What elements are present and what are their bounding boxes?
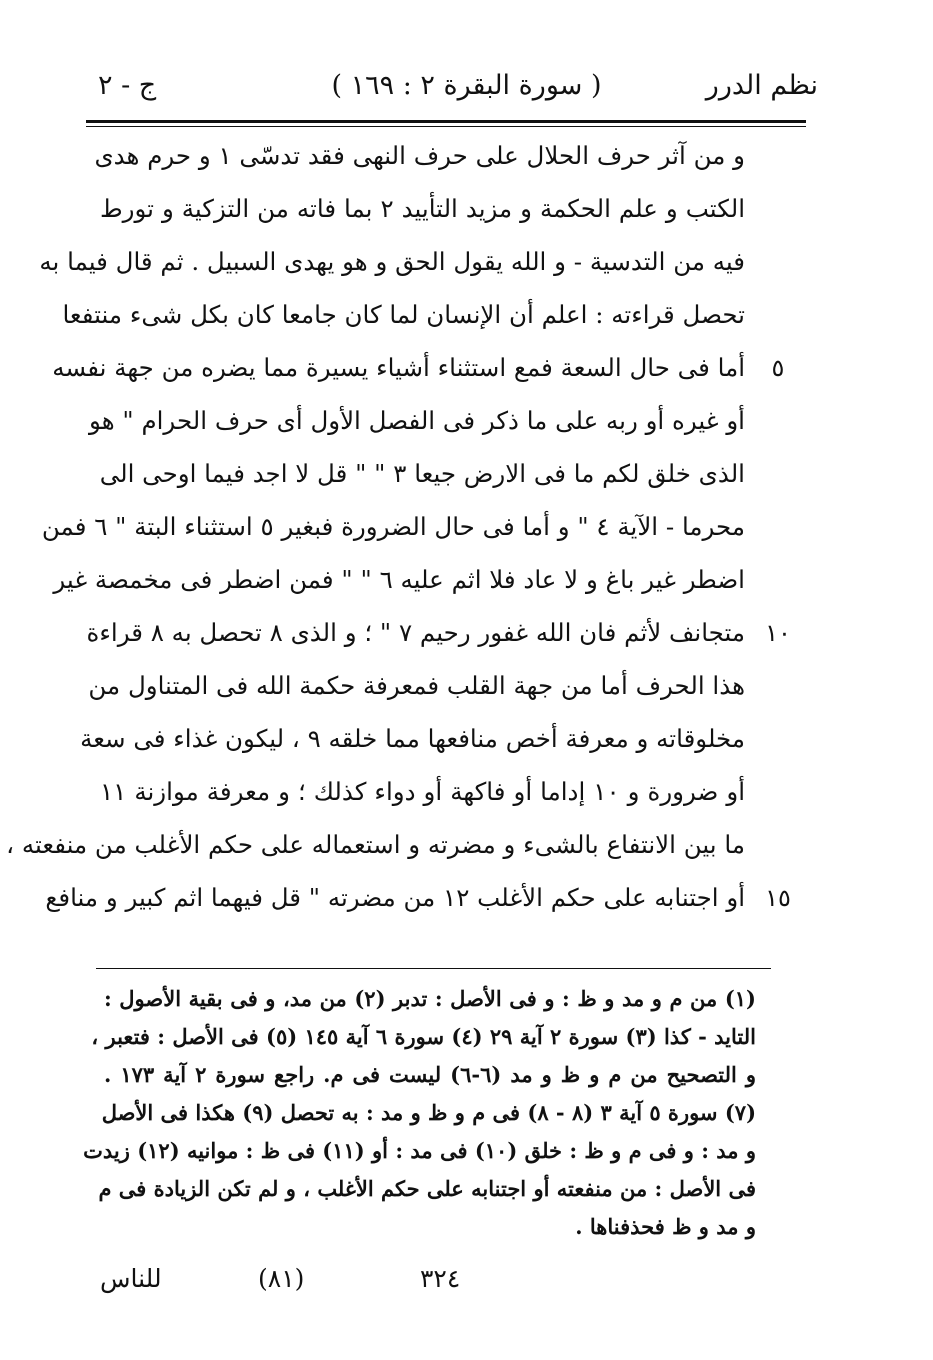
line-number: ١٠ xyxy=(765,619,791,647)
running-head-surah: ( سورة البقرة ٢ : ١٦٩ ) xyxy=(331,70,602,101)
text-line: مخلوقاته و معرفة أخص منافعها مما خلقه ٩ ، ليكون غذاء فى سعة xyxy=(80,724,745,753)
sheet-number: (٨١) xyxy=(258,1264,305,1293)
text-line: الذى خلق لكم ما فى الارض جيعا ٣ " " قل لا اجد فيما اوحى الى xyxy=(99,459,745,488)
footnote-line: و التصحيح من م و ظ و مد (٦-٦) ليست فى م. راجع سورة ٢ آية ١٧٣ . xyxy=(104,1062,757,1087)
footnote-line: و مد و ظ فحذفناها . xyxy=(575,1214,756,1239)
text-line: أو ضرورة و ١٠ إداما أو فاكهة أو دواء كذلك ؛ و معرفة موازنة ١١ xyxy=(100,777,745,806)
text-line: تحصل قراءته : اعلم أن الإنسان لما كان جامعا كان بكل شىء منتفعا xyxy=(62,300,745,329)
text-line: الكتب و علم الحكمة و مزيد التأييد ٢ بما فاته من التزكية و تورط xyxy=(100,194,745,223)
text-line: ما بين الانتفاع بالشىء و مضرته و استعماله على حكم الأغلب من منفعته ، xyxy=(6,830,745,859)
footnote-line: التايد - كذا (٣) سورة ٢ آية ٢٩ (٤) سورة ٦ آية ١٤٥ (٥) فى الأصل : فتعبر ، xyxy=(91,1024,756,1049)
footnote-line: (٧) سورة ٥ آية ٣ (٨ - ٨) فى م و ظ و مد : به تحصل (٩) هكذا فى الأصل xyxy=(101,1100,756,1125)
header-rule-thick xyxy=(86,120,806,123)
running-head-volume: ج - ٢ xyxy=(98,70,157,101)
text-line: و من آثر حرف الحلال على حرف النهى فقد تدسّى ١ و حرم هدى xyxy=(94,141,745,170)
footnote-line: و مد : و فى م و ظ : خلق (١٠) فى مد : أو (١١) فى ظ : موانيه (١٢) زيدت xyxy=(83,1138,756,1163)
line-number: ٥ xyxy=(771,354,785,382)
footnote-line: فى الأصل : من منفعته أو اجتنابه على حكم الأغلب ، و لم تكن الزيادة فى م xyxy=(98,1176,756,1201)
page-number: ٣٢٤ xyxy=(420,1264,461,1293)
running-head-book-title: نظم الدرر xyxy=(705,70,818,101)
footnote-rule xyxy=(96,968,771,969)
footnote-line: (١) من م و مد و ظ : و فى الأصل : تدبر (٢) من مد، و فى بقية الأصول : xyxy=(104,986,756,1011)
text-line: هذا الحرف أما من جهة القلب فمعرفة حكمة الله فى المتناول من xyxy=(88,671,745,700)
text-line: فيه من التدسية - و الله يقول الحق و هو يهدى السبيل . ثم قال فيما به xyxy=(39,247,745,276)
text-line: اضطر غير باغ و لا عاد فلا اثم عليه ٦ " " فمن اضطر فى مخمصة غير xyxy=(53,565,745,594)
catchword: للناس xyxy=(100,1264,162,1293)
text-line: أما فى حال السعة فمع استثناء أشياء يسيرة مما يضره من جهة نفسه xyxy=(52,353,745,382)
text-line: متجانف لأثم فان الله غفور رحيم ٧ " ؛ و الذى ٨ تحصل به ٨ قراءة xyxy=(86,618,745,647)
line-number: ١٥ xyxy=(765,884,791,912)
header-rule-thin xyxy=(86,126,806,127)
text-line: أو اجتنابه على حكم الأغلب ١٢ من مضرته " قل فيهما اثم كبير و منافع xyxy=(45,883,745,912)
text-line: أو غيره أو ربه على ما ذكر فى الفصل الأول أى حرف الحرام " هو xyxy=(89,406,745,435)
text-line: محرما - الآية ٤ " و أما فى حال الضرورة فبغير ٥ استثناء البتة " ٦ فمن xyxy=(41,512,745,541)
